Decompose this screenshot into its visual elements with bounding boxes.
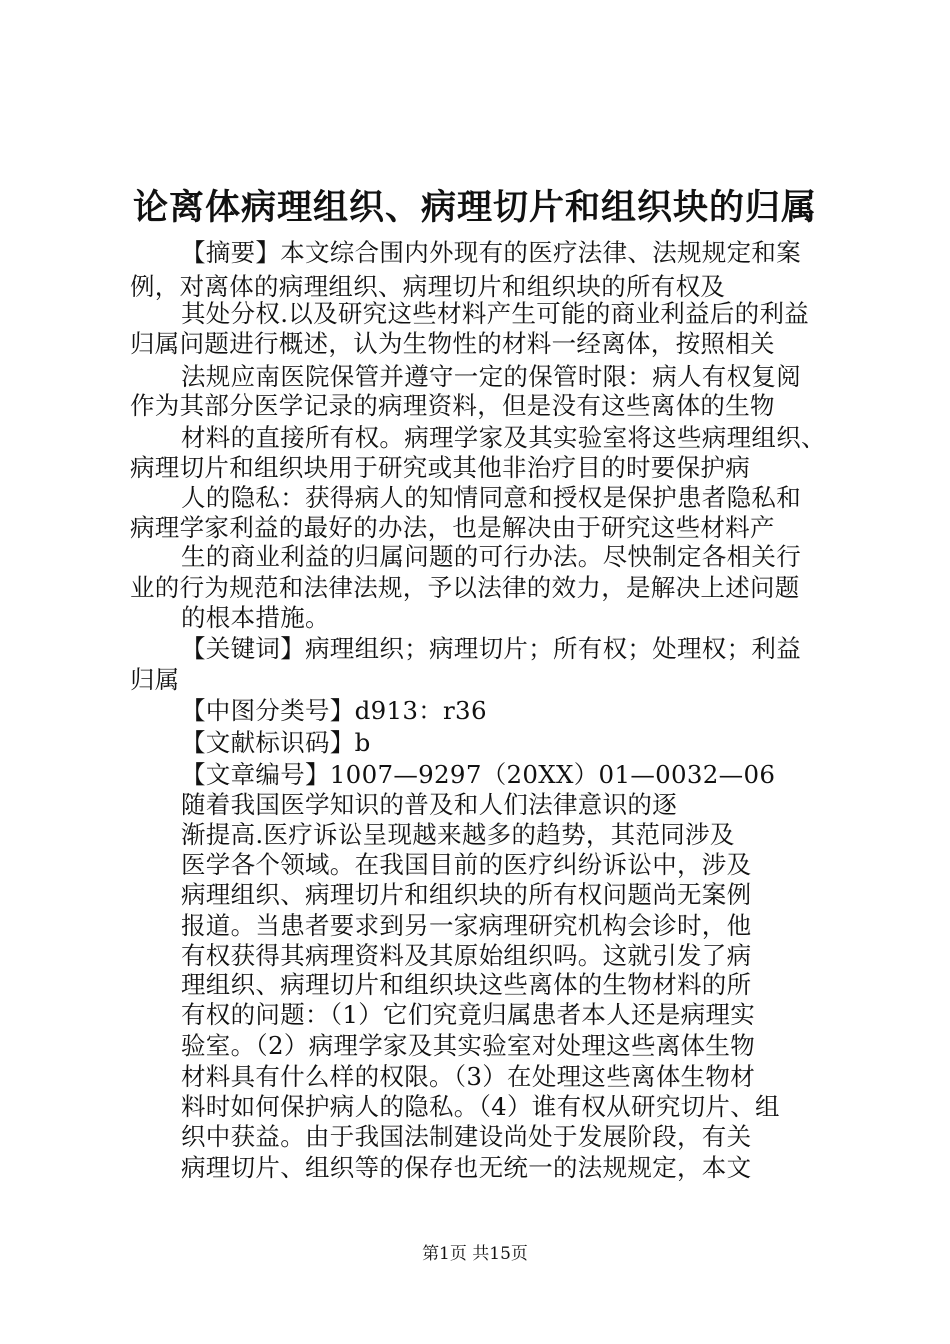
- text-line: 例，对离体的病理组织、病理切片和组织块的所有权及: [130, 272, 726, 301]
- text-line: 材料的直接所有权。病理学家及其实验室将这些病理组织、: [181, 423, 826, 452]
- text-line: 归属问题进行概述，认为生物性的材料一经离体，按照相关: [130, 329, 775, 358]
- text-line: 人的隐私：获得病人的知情同意和授权是保护患者隐私和: [181, 483, 801, 512]
- text-line: 病理切片、组织等的保存也无统一的法规规定，本文: [181, 1153, 752, 1182]
- text-line: 的根本措施。: [181, 603, 330, 632]
- text-line: 材料具有什么样的权限。（3）在处理这些离体生物材: [181, 1062, 756, 1091]
- article-number-line: 【文章编号】1007—9297（20XX）01—0032—06: [181, 760, 776, 789]
- page-number: 第1页 共15页: [422, 1244, 528, 1264]
- text-line: 报道。当患者要求到另一家病理研究机构会诊时，他: [181, 911, 752, 940]
- text-line: 有权的问题：（1）它们究竟归属患者本人还是病理实: [181, 1000, 756, 1029]
- text-line: 织中获益。由于我国法制建设尚处于发展阶段，有关: [181, 1122, 752, 1151]
- text-line: 生的商业利益的归属问题的可行办法。尽怏制定各相关行: [181, 542, 801, 571]
- text-line: 料时如何保护病人的隐私。（4）谁有权从研究切片、组: [181, 1092, 780, 1121]
- text-line: 有权获得其病理资料及其原始组织吗。这就引发了病: [181, 941, 752, 970]
- text-line: 其处分权.以及研究这些材料产生可能的商业利益后的利益: [181, 299, 810, 328]
- text-line: 作为其部分医学记录的病理资料，但是没有这些离体的生物: [130, 391, 775, 420]
- text-line: 渐提高.医疗诉讼呈现越来越多的趋势，其范同涉及: [181, 820, 735, 849]
- text-line: 理组织、病理切片和组织块这些离体的生物材料的所: [181, 970, 752, 999]
- text-line: 法规应南医院保管并遵守一定的保管时限：病人有权复阅: [181, 362, 801, 391]
- text-line: 【摘要】本文综合围内外现有的医疗法律、法规规定和案: [181, 238, 801, 267]
- text-line: 医学各个领域。在我国目前的医疗纠纷诉讼中，涉及: [181, 850, 752, 879]
- keywords-line: 【关键词】病理组织；病理切片；所有权；处理权；利益: [181, 634, 801, 663]
- text-line: 病理组织、病理切片和组织块的所有权问题尚无案例: [181, 880, 752, 909]
- text-line: 业的行为规范和法律法规，予以法律的效力，是解决上述问题: [130, 573, 800, 602]
- classification-line: 【中图分类号】d913：r36: [181, 696, 487, 725]
- text-line: 随着我国医学知识的普及和人们法律意识的逐: [181, 790, 677, 819]
- text-line: 验室。（2）病理学家及其实验室对处理这些离体生物: [181, 1031, 756, 1060]
- document-code-line: 【文献标识码】b: [181, 728, 371, 757]
- text-line: 病理学家利益的最好的办法，也是解决由于研究这些材料产: [130, 513, 775, 542]
- page-title: 论离体病理组织、病理切片和组织块的归属: [132, 188, 817, 228]
- text-line: 病理切片和组织块用于研究或其他非治疗目的时要保护病: [130, 453, 750, 482]
- keywords-line: 归属: [130, 665, 180, 694]
